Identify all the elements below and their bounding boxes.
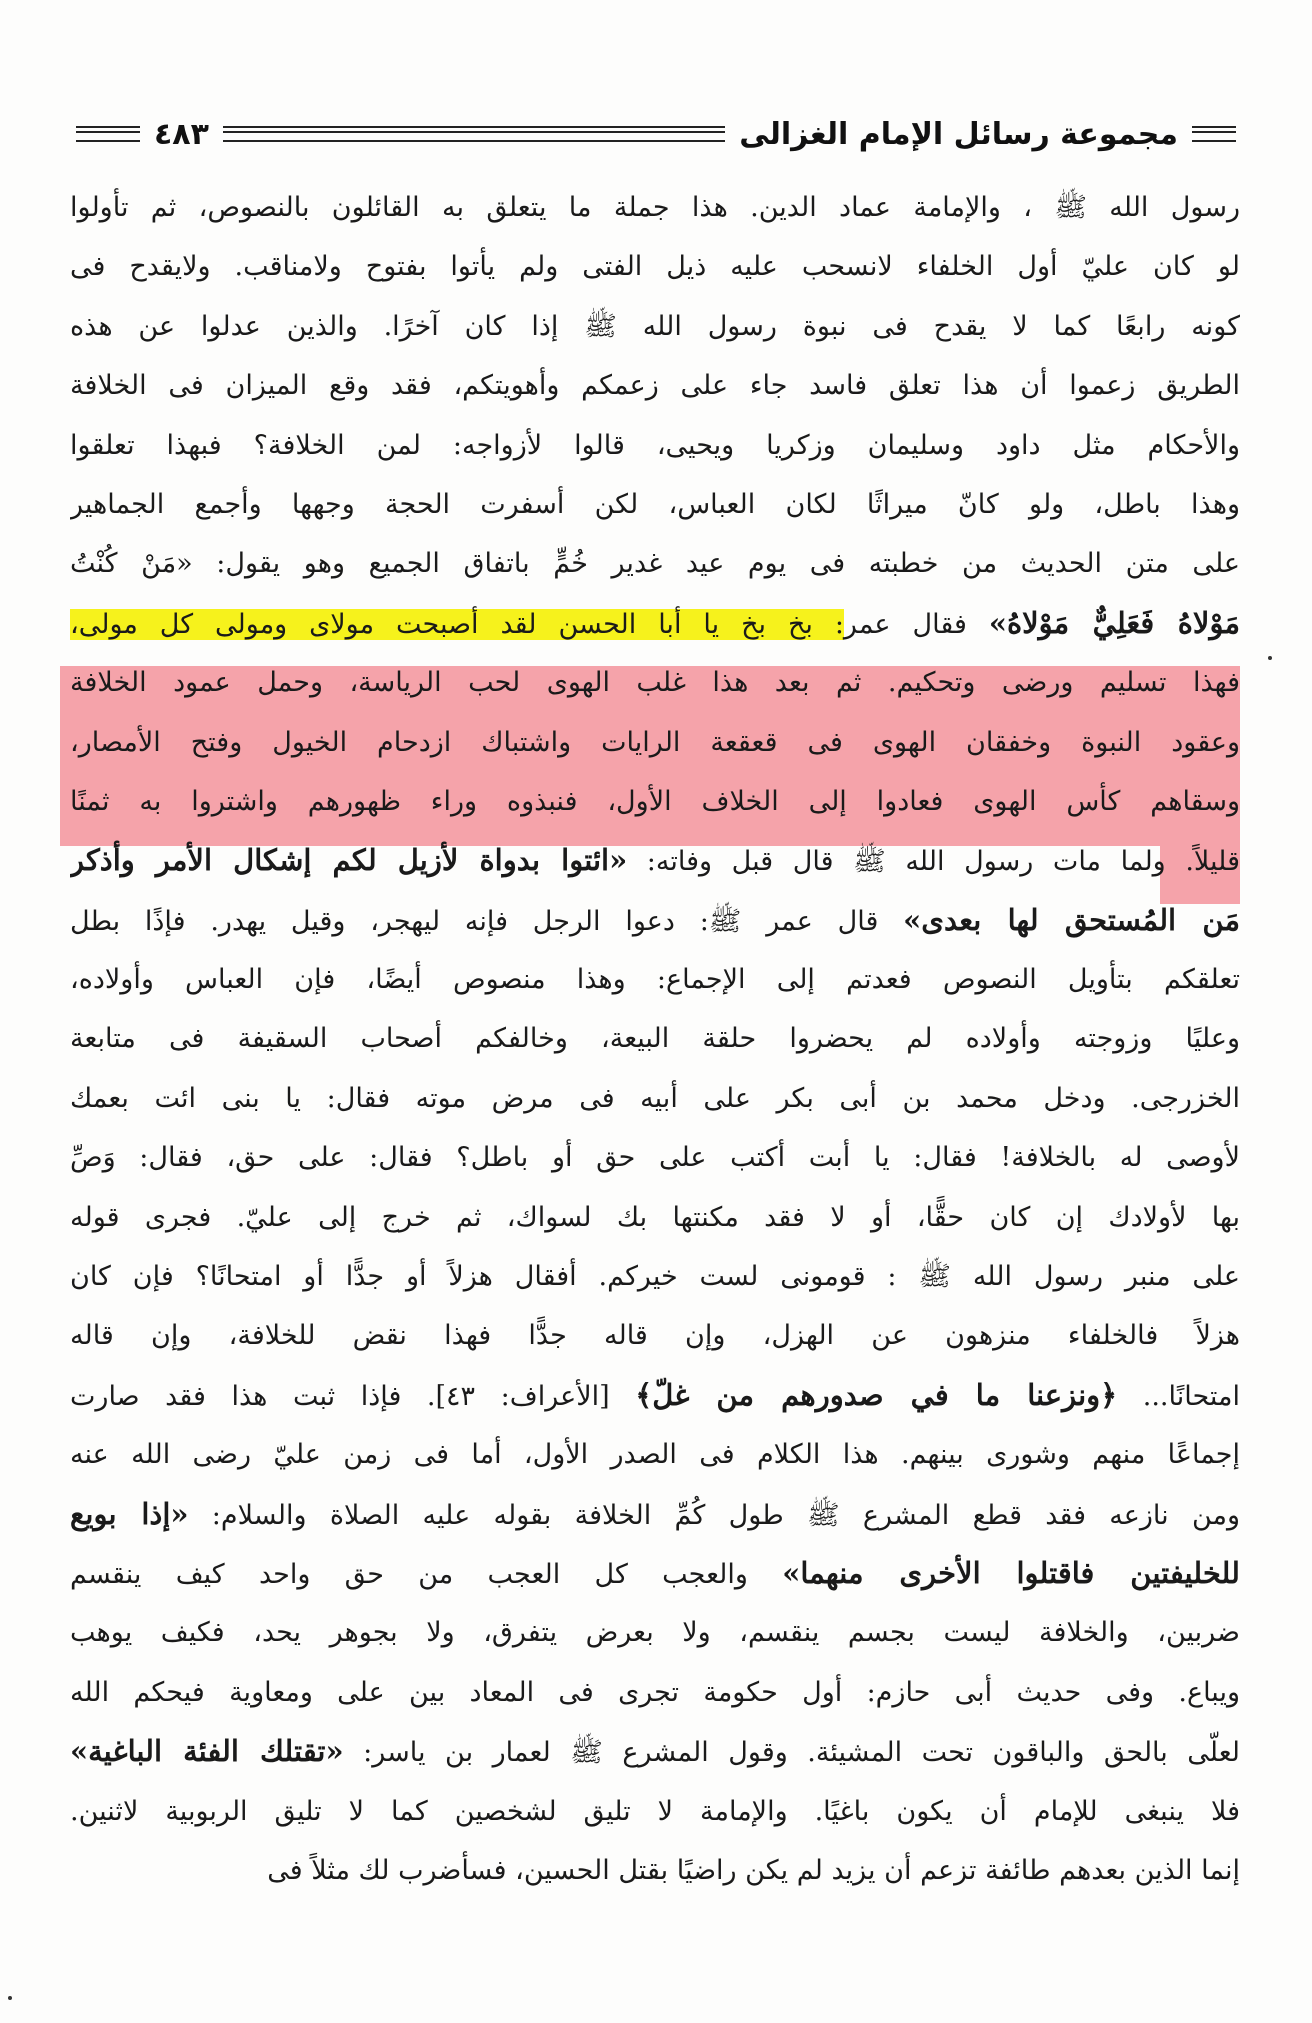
verse-reference: [الأعراف: ٤٣]. فإذا ثبت هذا فقد صارت (70, 1380, 636, 1412)
text-line-13 (70, 891, 1240, 950)
text-line-28: فلا ينبغى للإمام أن يكون باغيًا. والإمامة لا تليق لشخصين كما لا تليق الربوبية لاثنين. (70, 1795, 1240, 1827)
hadith-quote: «ائتوا بدواة لأزيل لكم إشكال الأمر وأذكر (70, 843, 628, 878)
text-body (70, 178, 1240, 1900)
line24-text: والعجب كل العجب من حق واحد كيف ينقسم (70, 1558, 783, 1590)
red-highlight-word: قليلاً. (1185, 846, 1240, 878)
text-line-27 (70, 1722, 1240, 1781)
text-line-4: الطريق زعموا أن هذا تعلق فاسد جاء على زعمكم وأهويتكم، فقد وقع الميزان فى الخلافة (70, 370, 1240, 402)
stray-mark (1268, 656, 1272, 660)
text-line-7: على متن الحديث من خطبته فى يوم عيد غدير خُمٍّ باتفاق الجميع وهو يقول: «مَنْ كُنْتُ (70, 548, 1240, 580)
text-line-18: بها لأولادك إن كان حقًّا، أو لا فقد مكنتها بك لسواك، ثم خرج إلى عليّ. فجرى قوله (70, 1201, 1240, 1233)
page-number: ٤٨٣ (154, 116, 209, 152)
line27-text: لعلّى بالحق والباقون تحت المشيئة. وقول المشرع ﷺ لعمار بن ياسر: (343, 1737, 1240, 1769)
text-line-19: على منبر رسول الله ﷺ : قومونى لست خيركم. أفقال هزلاً أو جدًّا أو امتحانًا؟ فإن كان (70, 1261, 1240, 1293)
text-line-5: والأحكام مثل داود وسليمان وزكريا ويحيى، قالوا لأزواجه: لمن الخلافة؟ فبهذا تعلقوا (70, 429, 1240, 461)
text-line-2: لو كان عليّ أول الخلفاء لانسحب عليه ذيل الفتى ولم يأتوا بفتوح ولامناقب. ولايقدح فى (70, 251, 1240, 283)
text-line-10: وعقود النبوة وخفقان الهوى فى قعقعة الرايات واشتباك ازدحام الخيول وفتح الأمصار، (70, 726, 1240, 758)
text-line-25: ضربين، والخلافة ليست بجسم ينقسم، ولا بعرض يتفرق، ولا بجوهر يحد، فكيف يوهب (70, 1617, 1240, 1649)
text-line-29: إنما الذين بعدهم طائفة تزعم أن يزيد لم يكن راضيًا بقتل الحسين، فسأضرب لك مثلاً فى (267, 1854, 1240, 1886)
hadith-quote: «تقتلك الفئة الباغية» (70, 1734, 344, 1769)
text-line-17: لأوصى له بالخلافة! فقال: يا أبت أكتب على حق أو باطل؟ فقال: على حق، فقال: وَصِّ (70, 1142, 1240, 1174)
text-line-15: وعليًا وزوجته وأولاده لم يحضروا حلقة البيعة، وخالفكم أصحاب السقيفة فى متابعة (70, 1023, 1240, 1055)
yellow-highlight: : بخ بخ يا أبا الحسن لقد أصبحت مولاى ومولى كل مولى، (70, 608, 844, 640)
hadith-quote: «إذا بويع (70, 1496, 189, 1531)
text-line-8 (70, 594, 1240, 653)
line12-text: ولما مات رسول الله ﷺ قال قبل وفاته: (627, 846, 1186, 878)
text-line-3: كونه رابعًا كما لا يقدح فى نبوة رسول الله ﷺ إذا كان آخرًا. والذين عدلوا عن هذه (70, 310, 1240, 342)
line21-text: امتحانًا... (1117, 1380, 1240, 1412)
text-line-22: إجماعًا منهم وشورى بينهم. هذا الكلام فى الصدر الأول، أما فى زمن عليّ رضى الله عنه (70, 1439, 1240, 1471)
line13-text: قال عمر ﷺ: دعوا الرجل فإنه ليهجر، وقيل يهدر. فإذًا بطل (70, 905, 904, 937)
text-line-16: الخزرجى. ودخل محمد بن أبى بكر على أبيه فى مرض موته فقال: يا بنى ائت بعمك (70, 1082, 1240, 1114)
header-rule-right (1192, 126, 1236, 142)
line8-text: فقال عمر (843, 608, 989, 640)
text-line-1: رسول الله ﷺ ، والإمامة عماد الدين. هذا جملة ما يتعلق به القائلون بالنصوص، ثم تأولوا (70, 192, 1240, 223)
hadith-quote: مَن المُستحق لها بعدى» (903, 902, 1240, 937)
text-line-24 (70, 1544, 1240, 1603)
text-line-23 (70, 1485, 1240, 1544)
series-title: مجموعة رسائل الإمام الغزالى (739, 116, 1178, 152)
text-line-6: وهذا باطل، ولو كانّ ميراثًا لكان العباس، لكن أسفرت الحجة وجهها وأجمع الجماهير (70, 488, 1240, 520)
line23-text: ومن نازعه فقد قطع المشرع ﷺ طول كُمِّ الخلافة بقوله عليه الصلاة والسلام: (188, 1499, 1240, 1531)
quran-verse: ﴿ونزعنا ما في صدورهم من غلّ﴾ (635, 1377, 1118, 1412)
text-line-14: تعلقكم بتأويل النصوص فعدتم إلى الإجماع: وهذا منصوص أيضًا، فإن العباس وأولاده، (70, 964, 1240, 996)
running-head (76, 112, 1236, 156)
hadith-quote: للخليفتين فاقتلوا الأخرى منهما» (782, 1555, 1240, 1590)
text-line-12 (70, 831, 1240, 890)
text-line-20: هزلاً فالخلفاء منزهون عن الهزل، وإن قاله جدًّا فهذا نقض للخلافة، وإن قاله (70, 1320, 1240, 1352)
text-line-9: فهذا تسليم ورضى وتحكيم. ثم بعد هذا غلب الهوى لحب الرياسة، وحمل عمود الخلافة (70, 667, 1240, 699)
text-line-26: ويباع. وفى حديث أبى حازم: أول حكومة تجرى فى المعاد بين على ومعاوية فيحكم الله (70, 1676, 1240, 1708)
stray-mark (8, 1996, 12, 2000)
text-line-21 (70, 1366, 1240, 1425)
header-rule-left (76, 126, 140, 142)
text-line-11: وسقاهم كأس الهوى فعادوا إلى الخلاف الأول، فنبذوه وراء ظهورهم واشتروا به ثمنًا (70, 785, 1240, 817)
header-rule-middle (223, 126, 725, 142)
hadith-quote: مَوْلاهُ فَعَلِيٌّ مَوْلاهُ» (988, 605, 1240, 640)
